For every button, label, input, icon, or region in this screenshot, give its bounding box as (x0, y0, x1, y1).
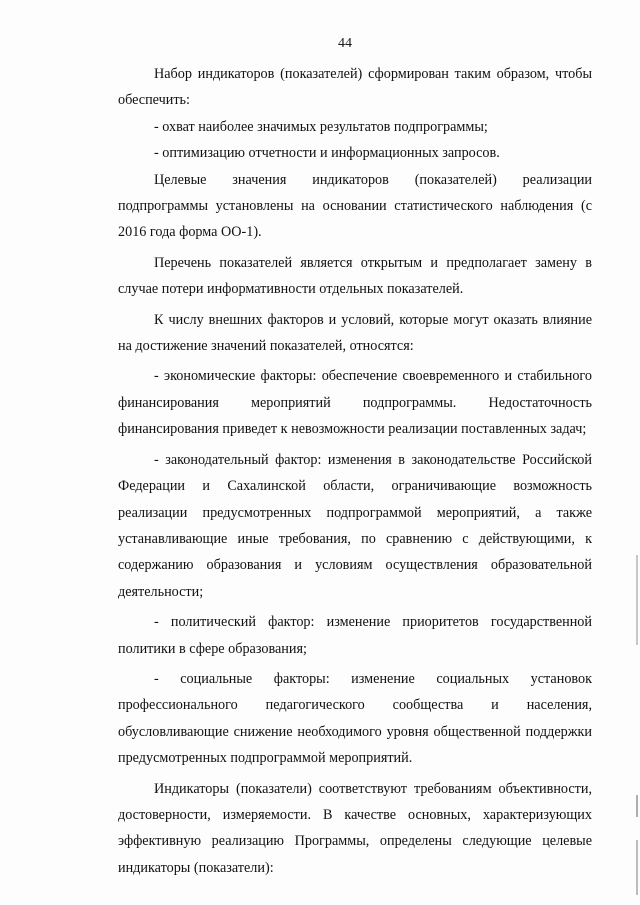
scan-edge-mark (636, 795, 638, 817)
page-number: 44 (338, 36, 352, 51)
paragraph-target-values: Целевые значения индикаторов (показателей) реализации подпрограммы установлены на основании статистического наблюдения (с 2016 года форма ОО-1). (118, 171, 592, 241)
list-item-economic-factors: - экономические факторы: обеспечение своевременного и стабильного финансирования мероприятий подпрограммы. Недостаточность финансирования приведет к невозможности реализации поставленных задач; (118, 368, 592, 438)
body-text (118, 61, 592, 881)
list-item-political-factor: - политический фактор: изменение приоритетов государственной политики в сфере образования; (118, 614, 592, 657)
list-item-coverage: - охват наиболее значимых результатов подпрограммы; (154, 118, 488, 135)
scan-edge-mark (636, 840, 638, 895)
list-item-optimization: - оптимизацию отчетности и информационных запросов. (154, 145, 500, 162)
list-item-social-factors: - социальные факторы: изменение социальных установок профессионального педагогического сообщества и населения, обусловливающие снижение необходимого уровня общественной поддержки предусмотренных подпрограммой мероприятий. (118, 670, 592, 767)
scan-edge-mark (636, 555, 638, 645)
list-item-legislative-factor: - законодательный фактор: изменения в законодательстве Российской Федерации и Сахалинской области, ограничивающие возможность реализации предусмотренных подпрограммой мероприятий, а также устанавливающие иные требования, по сравнению с действующими, к содержанию образования и условиям осуществления образовательной деятельности; (118, 451, 592, 600)
paragraph-open-list: Перечень показателей является открытым и предполагает замену в случае потери информативности отдельных показателей. (118, 254, 592, 298)
paragraph-external-factors: К числу внешних факторов и условий, которые могут оказать влияние на достижение значений показателей, относятся: (118, 311, 592, 355)
paragraph-indicator-set: Набор индикаторов (показателей) сформирован таким образом, чтобы обеспечить: (118, 66, 592, 109)
paragraph-indicators-requirements: Индикаторы (показатели) соответствуют требованиям объективности, достоверности, измеряемости. В качестве основных, характеризующих эффективную реализацию Программы, определены следующие целевые индикаторы (показатели): (118, 780, 592, 876)
